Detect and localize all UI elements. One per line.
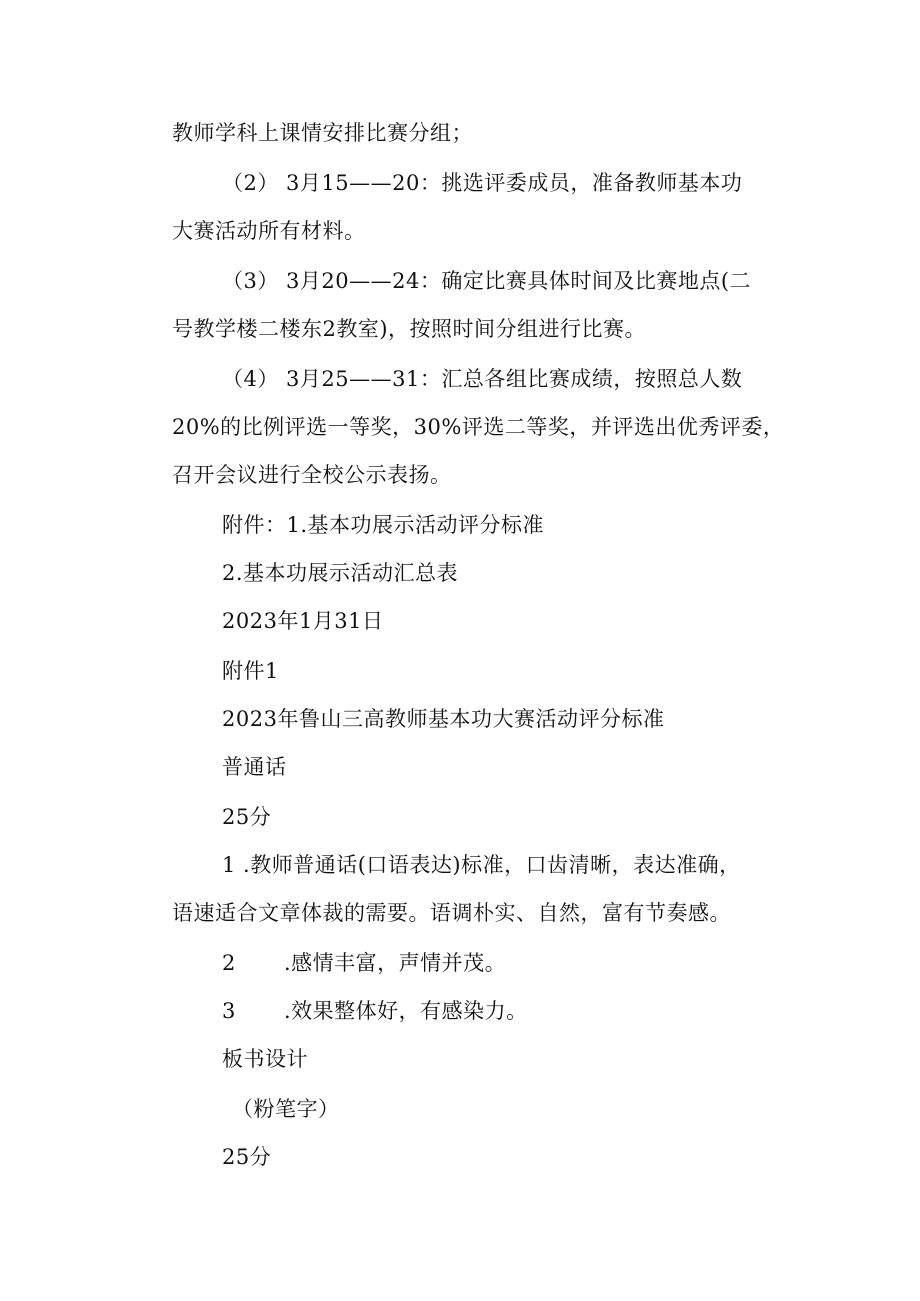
list-number: 3 xyxy=(222,999,236,1023)
text-line: 板书设计 xyxy=(222,1047,308,1071)
text-line: （4） 3月25——31：汇总各组比赛成绩，按照总人数 xyxy=(222,367,743,391)
text-line: 20%的比例评选一等奖，30%评选二等奖，并评选出优秀评委， xyxy=(172,415,785,439)
text-line: .感情丰富，声情并茂。 xyxy=(284,951,507,975)
text-line: （2） 3月15——20：挑选评委成员，准备教师基本功 xyxy=(222,171,743,195)
text-line: .效果整体好，有感染力。 xyxy=(284,999,528,1023)
text-line: 25分 xyxy=(222,805,272,829)
date-line: 2023年1月31日 xyxy=(222,609,384,633)
section-title: 2023年鲁山三高教师基本功大赛活动评分标准 xyxy=(222,707,665,731)
text-line: 附件1 xyxy=(222,659,279,683)
text-line: 召开会议进行全校公示表扬。 xyxy=(172,463,452,487)
text-line: 号教学楼二楼东2教室)，按照时间分组进行比赛。 xyxy=(172,317,647,341)
list-number: 2 xyxy=(222,951,236,975)
text-line: 2.基本功展示活动汇总表 xyxy=(222,561,459,585)
text-line: 大赛活动所有材料。 xyxy=(172,219,366,243)
text-line: 教师学科上课情安排比赛分组； xyxy=(172,121,473,145)
text-line: （3） 3月20——24：确定比赛具体时间及比赛地点(二 xyxy=(222,269,752,293)
text-line: （粉笔字） xyxy=(232,1097,340,1121)
text-line: 语速适合文章体裁的需要。语调朴实、自然，富有节奏感。 xyxy=(172,901,731,925)
text-line: 普通话 xyxy=(222,755,287,779)
text-line: 25分 xyxy=(222,1145,272,1169)
text-line: 附件：1.基本功展示活动评分标准 xyxy=(222,513,545,537)
text-line: 1 .教师普通话(口语表达)标准，口齿清晰，表达准确， xyxy=(222,853,741,877)
